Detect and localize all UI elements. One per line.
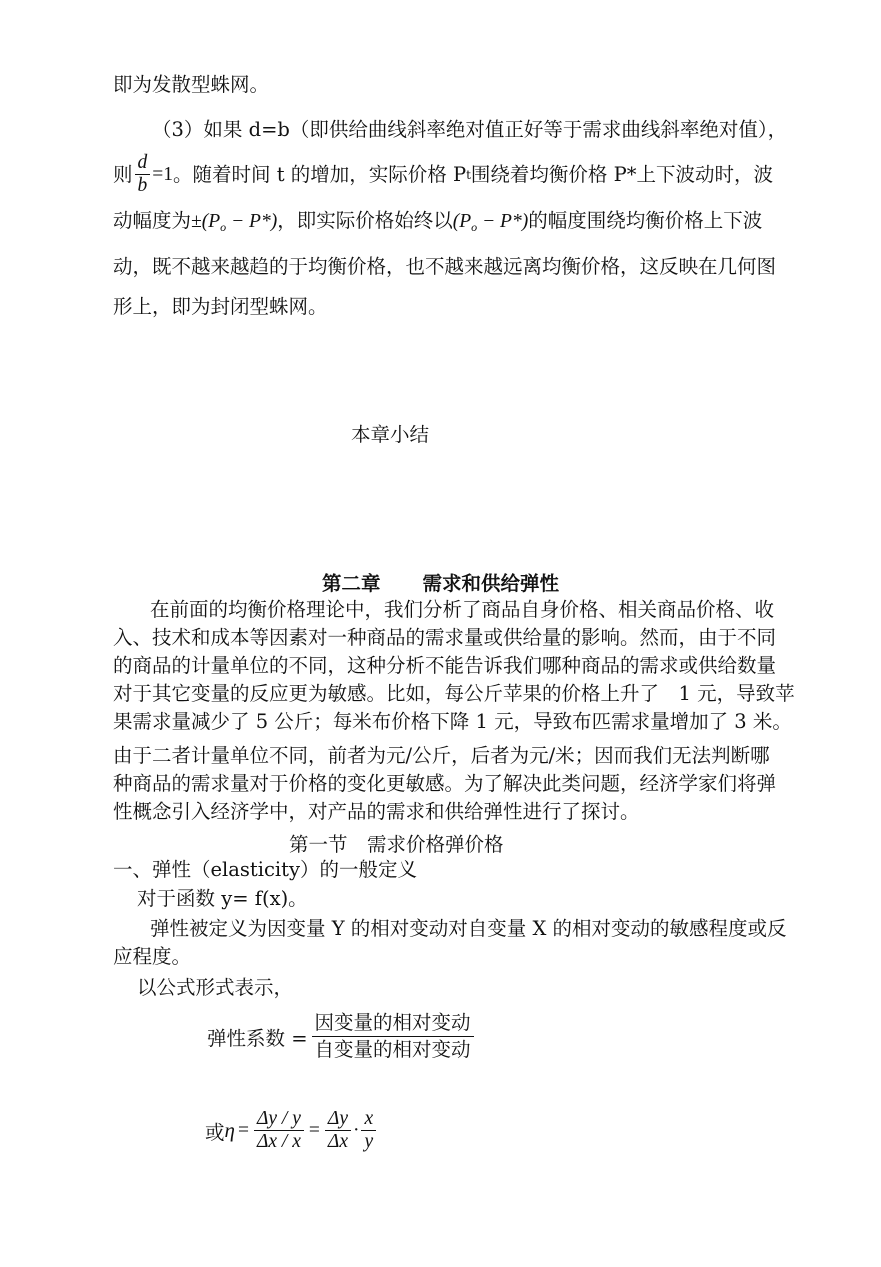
chapter-title <box>322 568 559 596</box>
text-fragment: ，即实际价格始终以 <box>277 209 453 232</box>
text-line: 弹性被定义为因变量 Y 的相对变动对自变量 X 的相对变动的敏感程度或反 <box>150 917 787 940</box>
paragraph-line: 由于二者计量单位不同，前者为元/公斤，后者为元/米；因而我们无法判断哪 <box>113 744 770 767</box>
equals-sign: = <box>237 1119 249 1141</box>
paragraph-line: 性概念引入经济学中，对产品的需求和供给弹性进行了探讨。 <box>113 800 640 823</box>
subscript: o <box>220 220 227 234</box>
paragraph-line: 入、技术和成本等因素对一种商品的需求量或供给量的影响。然而，由于不同 <box>113 626 777 649</box>
fraction-denominator: y <box>364 1131 374 1152</box>
formula-lhs: 弹性系数 = <box>207 1026 308 1050</box>
fraction-denominator: Δx <box>327 1131 348 1152</box>
text-fragment: 动幅度为 <box>113 209 192 232</box>
text-fragment: 则 <box>113 162 133 186</box>
fraction-ratio <box>254 1108 304 1153</box>
fraction-numerator: Δy / y <box>254 1108 304 1131</box>
paragraph-line: 对于其它变量的反应更为敏感。比如，每公斤苹果的价格上升了 1 元，导致苹 <box>113 682 795 705</box>
fraction-denominator: Δx / x <box>256 1131 301 1152</box>
text-fragment: 。随着时间 t 的增加，实际价格 P <box>173 162 467 186</box>
text-line: 以公式形式表示， <box>137 976 294 999</box>
math-expr: − P*) <box>226 211 278 232</box>
formula-fraction <box>312 1010 474 1063</box>
fraction-denominator: b <box>137 175 148 196</box>
formula-denominator: 自变量的相对变动 <box>314 1038 471 1061</box>
text-line: 动，既不越来越趋的于均衡价格，也不越来越远离均衡价格，这反映在几何图 <box>113 255 777 278</box>
fraction-numerator: d <box>135 152 151 175</box>
text-line: 对于函数 y= f(x)。 <box>137 887 308 910</box>
paragraph-line: 种商品的需求量对于价格的变化更敏感。为了解决此类问题，经济学家们将弹 <box>113 772 777 795</box>
fraction-numerator: Δy <box>325 1108 351 1131</box>
text-line: 形上，即为封闭型蛛网。 <box>113 295 328 318</box>
equals-sign: = <box>308 1119 320 1141</box>
text-line: （3）如果 d=b（即供给曲线斜率绝对值正好等于需求曲线斜率绝对值）， <box>152 118 788 141</box>
fraction-delta <box>325 1108 351 1153</box>
section-heading: 第一节 需求价格弹价格 <box>289 833 504 856</box>
equals-one: =1 <box>152 163 174 185</box>
fraction-numerator: x <box>361 1108 376 1131</box>
text-fragment: 的幅度围绕均衡价格上下波 <box>528 209 763 232</box>
chapter-name: 需求和供给弹性 <box>422 572 560 595</box>
subsection-heading: 一、弹性（elasticity）的一般定义 <box>113 858 417 881</box>
elasticity-formula-symbols <box>205 1108 378 1153</box>
subscript: t <box>466 167 471 182</box>
subscript: o <box>471 220 478 234</box>
chapter-summary-heading: 本章小结 <box>351 423 430 446</box>
text-line: 应程度。 <box>113 945 192 968</box>
math-expr: − P*) <box>477 211 529 232</box>
paragraph-line: 果需求量减少了 5 公斤；每米布价格下降 1 元，导致布匹需求量增加了 3 米。 <box>113 710 792 733</box>
eta-symbol: η <box>224 1118 235 1142</box>
fraction-x-over-y <box>361 1108 376 1153</box>
math-expr: (P <box>452 211 472 232</box>
formula-numerator: 因变量的相对变动 <box>312 1010 474 1037</box>
math-expr: ±(P <box>191 211 221 232</box>
dot-operator: · <box>352 1119 360 1141</box>
text-line-with-expr <box>113 208 762 240</box>
paragraph-line: 的商品的计量单位的不同，这种分析不能告诉我们哪种商品的需求或供给数量 <box>113 654 777 677</box>
paragraph-line: 在前面的均衡价格理论中，我们分析了商品自身价格、相关商品价格、收 <box>150 598 775 621</box>
formula-or: 或 <box>205 1120 225 1144</box>
text-fragment: 围绕着均衡价格 P*上下波动时，波 <box>470 162 773 186</box>
fraction-d-over-b <box>135 152 151 197</box>
chapter-number: 第二章 <box>322 572 381 595</box>
elasticity-formula-words <box>207 1010 476 1063</box>
text-line-with-fraction <box>113 152 773 197</box>
text-line: 即为发散型蛛网。 <box>113 73 270 96</box>
